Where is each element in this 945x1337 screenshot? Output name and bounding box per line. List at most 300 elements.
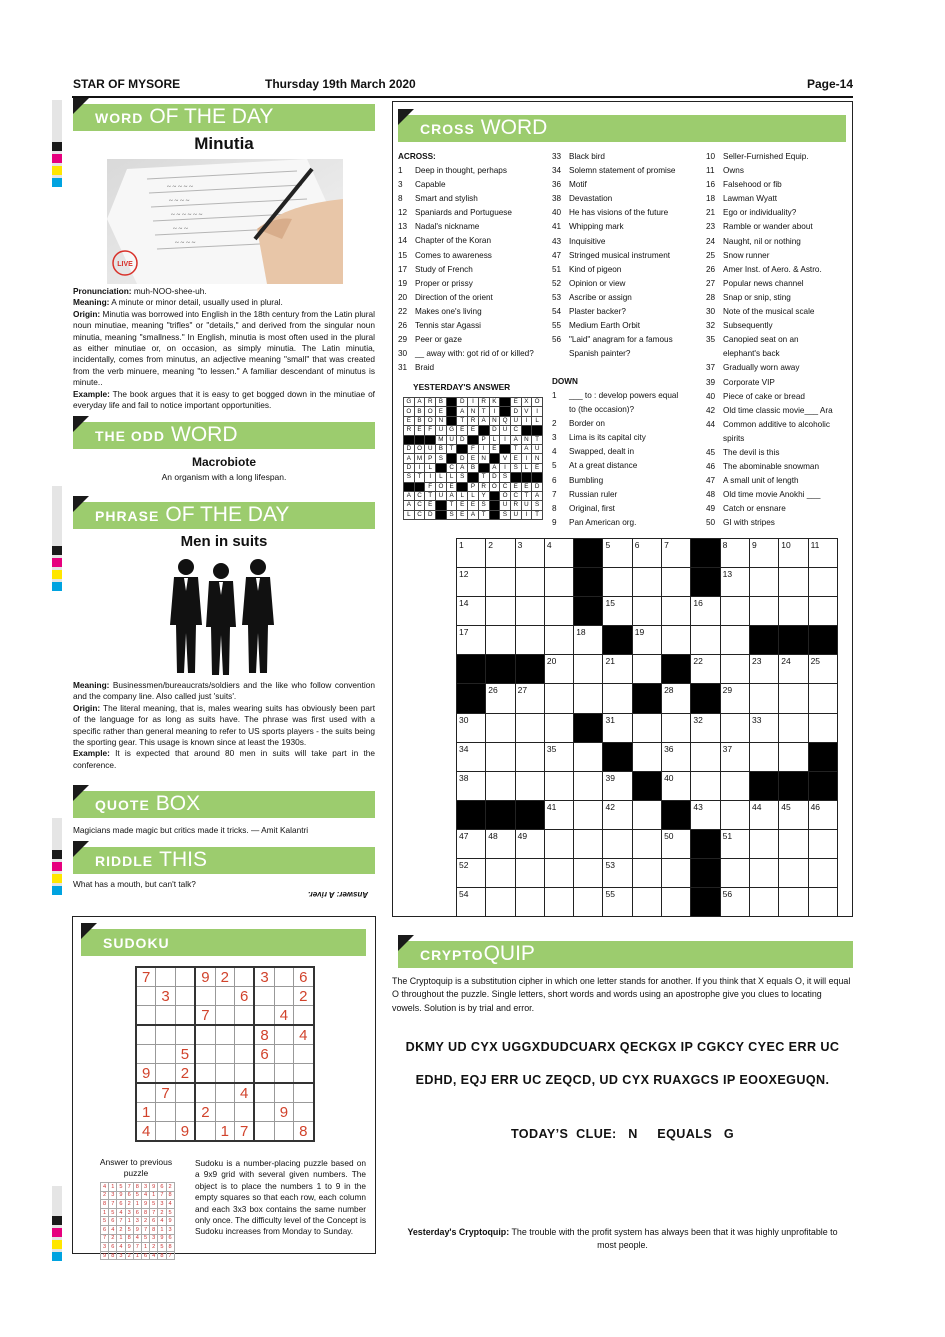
crossword-cell[interactable] [515, 539, 544, 568]
crossword-cell[interactable] [632, 800, 661, 829]
down-title: DOWN [552, 377, 578, 386]
crossword-cell[interactable] [691, 771, 720, 800]
crossword-cell[interactable] [515, 829, 544, 858]
crossword-cell[interactable] [749, 539, 778, 568]
sudoku-cell[interactable] [294, 1045, 314, 1064]
answer-block [489, 501, 500, 510]
crossword-cell[interactable] [691, 713, 720, 742]
clue-number: 23 [706, 222, 716, 232]
answer-cell: V [521, 407, 532, 416]
crossword-cell[interactable] [779, 655, 808, 684]
crossword-cell[interactable] [603, 771, 632, 800]
crossword-cell[interactable] [808, 684, 837, 713]
sudoku-cell[interactable] [294, 1064, 314, 1084]
crossword-cell[interactable] [749, 859, 778, 888]
answer-block [414, 482, 425, 491]
answer-cell: T [425, 491, 436, 500]
sudoku-cell[interactable] [175, 1025, 195, 1045]
crossword-cell[interactable] [662, 859, 691, 888]
sudoku-cell[interactable] [215, 1064, 234, 1084]
crossword-cell[interactable] [691, 626, 720, 655]
sudoku-cell[interactable] [156, 1103, 175, 1122]
sudoku-cell: 9 [158, 1234, 166, 1243]
answer-cell: F [425, 426, 436, 435]
crossword-cell[interactable] [749, 597, 778, 626]
down-clue [706, 220, 833, 234]
clue-number: 20 [398, 292, 408, 302]
clue-number: 41 [552, 222, 562, 232]
crossword-cell[interactable] [662, 626, 691, 655]
answer-block [500, 398, 511, 407]
banner-label-bold: SUDOKU [103, 935, 170, 951]
crossword-cell[interactable] [544, 539, 573, 568]
crossword-cell[interactable] [574, 829, 603, 858]
answer-cell: F [425, 482, 436, 491]
crossword-cell[interactable] [574, 655, 603, 684]
cell-number: 5 [605, 540, 611, 550]
crossword-cell[interactable] [720, 684, 749, 713]
crossword-cell[interactable] [662, 771, 691, 800]
sudoku-cell: 5 [175, 1045, 195, 1064]
answer-cell: S [500, 473, 511, 482]
sudoku-cell[interactable] [234, 1025, 254, 1045]
crossword-cell[interactable] [457, 859, 486, 888]
registration-marks [52, 850, 62, 898]
answer-cell: A [404, 501, 415, 510]
crossword-cell[interactable] [486, 859, 515, 888]
answer-cell: L [489, 435, 500, 444]
crossword-cell[interactable] [544, 800, 573, 829]
crossword-cell[interactable] [779, 888, 808, 917]
crossword-cell[interactable] [574, 626, 603, 655]
sudoku-cell[interactable] [156, 1025, 175, 1045]
crossword-cell[interactable] [544, 829, 573, 858]
cell-number: 6 [634, 540, 640, 550]
sudoku-cell[interactable] [156, 1064, 175, 1084]
crossword-cell[interactable] [515, 771, 544, 800]
cell-number: 17 [459, 627, 469, 638]
answer-cell: E [510, 454, 521, 463]
clue-text: Spaniards and Portuguese [415, 208, 512, 218]
clue-text: Snap or snip, sting [723, 292, 791, 302]
sudoku-cell[interactable] [156, 1045, 175, 1064]
sudoku-cell[interactable] [274, 1025, 293, 1045]
answer-block [500, 407, 511, 416]
crossword-cell[interactable] [779, 597, 808, 626]
crossword-cell[interactable] [574, 742, 603, 771]
crossword-cell[interactable] [574, 684, 603, 713]
sudoku-cell[interactable] [254, 1083, 274, 1103]
crossword-cell[interactable] [603, 829, 632, 858]
crossword-cell[interactable] [749, 713, 778, 742]
sudoku-cell[interactable] [254, 987, 274, 1006]
sudoku-cell: 2 [125, 1200, 133, 1209]
down-clue [706, 361, 833, 375]
sudoku-cell[interactable] [136, 1083, 156, 1103]
sudoku-answer-container [100, 1182, 175, 1260]
crossword-cell[interactable] [691, 742, 720, 771]
crossword-cell[interactable] [808, 888, 837, 917]
clue-text: Chapter of the Koran [415, 236, 492, 246]
crossword-cell[interactable] [515, 742, 544, 771]
crossword-cell[interactable] [720, 568, 749, 597]
crossword-cell[interactable] [486, 829, 515, 858]
crossword-cell[interactable] [720, 742, 749, 771]
crossword-cell[interactable] [544, 713, 573, 742]
crossword-block [691, 568, 720, 597]
sudoku-cell[interactable] [234, 967, 254, 987]
sudoku-cell[interactable] [175, 967, 195, 987]
crossword-cell[interactable] [457, 539, 486, 568]
crossword-cell[interactable] [544, 684, 573, 713]
crossword-grid[interactable] [456, 538, 838, 917]
crossword-cell[interactable] [749, 742, 778, 771]
answer-cell: C [446, 463, 457, 472]
answer-cell: Y [478, 491, 489, 500]
sudoku-cell[interactable] [254, 1103, 274, 1122]
crossword-cell[interactable] [603, 888, 632, 917]
answer-cell: D [489, 426, 500, 435]
sudoku-cell[interactable] [294, 1083, 314, 1103]
sudoku-cell: 3 [109, 1191, 117, 1200]
down-clue [706, 432, 833, 446]
crossword-cell[interactable] [544, 655, 573, 684]
crossword-cell[interactable] [808, 829, 837, 858]
sudoku-cell[interactable] [136, 1045, 156, 1064]
clue-number: 50 [706, 518, 716, 528]
svg-text:~ ~ ~ ~: ~ ~ ~ ~ [175, 239, 196, 247]
sudoku-cell[interactable] [215, 1103, 234, 1122]
answer-cell: B [468, 463, 479, 472]
crossword-cell[interactable] [779, 684, 808, 713]
crossword-cell[interactable] [457, 626, 486, 655]
crossword-cell[interactable] [662, 713, 691, 742]
crossword-cell[interactable] [720, 713, 749, 742]
sudoku-cell: 8 [101, 1200, 109, 1209]
sudoku-cell[interactable] [175, 1083, 195, 1103]
crossword-cell[interactable] [486, 597, 515, 626]
crossword-cell[interactable] [544, 888, 573, 917]
crossword-cell[interactable] [808, 597, 837, 626]
clue-text: Spanish painter? [569, 349, 631, 359]
crossword-cell[interactable] [544, 568, 573, 597]
answer-block [446, 407, 457, 416]
crossword-cell[interactable] [486, 888, 515, 917]
across-clue [398, 277, 534, 291]
clue-text: ___ to : develop powers equal [569, 391, 679, 400]
crossword-cell[interactable] [779, 800, 808, 829]
answer-block [478, 426, 489, 435]
crossword-cell[interactable] [486, 626, 515, 655]
crossword-cell[interactable] [544, 771, 573, 800]
crossword-cell[interactable] [515, 626, 544, 655]
sudoku-cell[interactable] [215, 1083, 234, 1103]
across-clue [398, 234, 534, 248]
sudoku-cell[interactable] [274, 1083, 293, 1103]
crossword-cell[interactable] [515, 888, 544, 917]
crossword-cell[interactable] [808, 539, 837, 568]
answer-cell: R [478, 398, 489, 407]
crossword-cell[interactable] [720, 771, 749, 800]
crossword-cell[interactable] [720, 829, 749, 858]
clue-text: Plaster backer? [569, 307, 626, 317]
crossword-cell[interactable] [603, 713, 632, 742]
clue-text: Original, first [569, 503, 615, 513]
crossword-cell[interactable] [603, 597, 632, 626]
sudoku-cell[interactable] [215, 1006, 234, 1026]
sudoku-cell: 5 [125, 1225, 133, 1234]
crossword-cell[interactable] [779, 713, 808, 742]
sudoku-cell[interactable] [254, 1006, 274, 1026]
sudoku-grid[interactable] [135, 966, 315, 1142]
across-clue [398, 361, 534, 375]
crossword-cell[interactable] [749, 655, 778, 684]
crossword-cell[interactable] [486, 684, 515, 713]
crossword-cell[interactable] [544, 859, 573, 888]
down-clue [706, 474, 833, 488]
sudoku-cell[interactable] [195, 1025, 215, 1045]
clue-number: 17 [398, 264, 408, 274]
crossword-cell[interactable] [603, 568, 632, 597]
crossword-cell[interactable] [603, 859, 632, 888]
clue-number: 22 [398, 306, 408, 316]
sudoku-cell[interactable] [215, 1025, 234, 1045]
answer-block [457, 482, 468, 491]
answer-cell: D [489, 473, 500, 482]
sudoku-description: Sudoku is a number-placing puzzle based on a 9x9 grid with several given numbers. The object is to place the numbers 1 to 9 in the empty squares so that each row, each column and each 3x3 box contains the same number only once. The difficulty level of the Concept is Sudoku increases from Monday to Sunday. [195, 1158, 366, 1237]
crossword-cell[interactable] [720, 539, 749, 568]
crossword-cell[interactable] [720, 800, 749, 829]
across-clue [552, 206, 676, 220]
crossword-cell[interactable] [662, 568, 691, 597]
crossword-cell[interactable] [457, 568, 486, 597]
answer-cell: I [532, 407, 543, 416]
crossword-cell[interactable] [457, 597, 486, 626]
sudoku-cell: 2 [150, 1243, 158, 1252]
sudoku-cell[interactable] [234, 1045, 254, 1064]
sudoku-answer-grid [100, 1182, 175, 1260]
clue-text: Corporate VIP [723, 377, 775, 387]
crossword-cell[interactable] [632, 888, 661, 917]
writing-photo [107, 159, 343, 284]
crossword-cell[interactable] [749, 829, 778, 858]
sudoku-cell[interactable] [274, 1045, 293, 1064]
crossword-cell[interactable] [515, 684, 544, 713]
clue-number: 55 [552, 321, 562, 331]
sudoku-cell[interactable] [215, 1045, 234, 1064]
crossword-cell[interactable] [574, 888, 603, 917]
answer-cell: D [425, 510, 436, 519]
crossword-cell[interactable] [808, 800, 837, 829]
crossword-cell[interactable] [486, 742, 515, 771]
cryptoquip-clue: TODAY’S CLUE: N EQUALS G [510, 1127, 735, 1141]
clue-text: Snow runner [723, 250, 770, 260]
banner-flag-icon [81, 923, 97, 939]
across-clue [398, 319, 534, 333]
down-clue [706, 502, 833, 516]
crossword-cell[interactable] [749, 568, 778, 597]
clue-text: Black bird [569, 152, 605, 161]
crossword-cell[interactable] [779, 829, 808, 858]
clue-text: Smart and stylish [415, 194, 478, 204]
across-clue [552, 291, 676, 305]
crossword-cell[interactable] [603, 655, 632, 684]
answer-cell: D [532, 482, 543, 491]
cell-number: 20 [546, 656, 557, 667]
crossword-block [574, 568, 603, 597]
crossword-cell[interactable] [779, 742, 808, 771]
crossword-cell[interactable] [515, 713, 544, 742]
sudoku-cell[interactable] [136, 1006, 156, 1026]
sudoku-cell[interactable] [195, 1064, 215, 1084]
crossword-cell[interactable] [457, 713, 486, 742]
sudoku-cell[interactable] [175, 1103, 195, 1122]
clue-number: 15 [398, 250, 408, 260]
sudoku-cell[interactable] [254, 1122, 274, 1142]
answer-cell: I [521, 416, 532, 425]
crossword-cell[interactable] [632, 626, 661, 655]
crossword-cell[interactable] [662, 829, 691, 858]
answer-cell: U [510, 416, 521, 425]
cell-number: 42 [605, 801, 615, 812]
crossword-cell[interactable] [515, 597, 544, 626]
clue-text: Comes to awareness [415, 250, 492, 260]
sudoku-cell: 2 [158, 1208, 166, 1217]
sudoku-cell[interactable] [234, 1064, 254, 1084]
across-clue [552, 164, 676, 178]
crossword-cell[interactable] [574, 800, 603, 829]
crossword-cell[interactable] [632, 859, 661, 888]
crossword-cell[interactable] [574, 771, 603, 800]
crossword-cell[interactable] [632, 713, 661, 742]
sudoku-cell[interactable] [234, 1103, 254, 1122]
crossword-cell[interactable] [662, 742, 691, 771]
crossword-cell[interactable] [691, 655, 720, 684]
sudoku-cell: 4 [133, 1234, 141, 1243]
crossword-cell[interactable] [779, 568, 808, 597]
crossword-cell[interactable] [720, 859, 749, 888]
sudoku-cell[interactable] [254, 1064, 274, 1084]
crossword-cell[interactable] [749, 684, 778, 713]
crossword-cell[interactable] [632, 829, 661, 858]
sudoku-cell[interactable] [175, 1006, 195, 1026]
crossword-cell[interactable] [632, 655, 661, 684]
sudoku-cell[interactable] [294, 1006, 314, 1026]
sudoku-cell: 6 [125, 1191, 133, 1200]
crossword-cell[interactable] [720, 626, 749, 655]
crossword-cell[interactable] [808, 568, 837, 597]
answer-block [436, 501, 447, 510]
sudoku-cell[interactable] [136, 1025, 156, 1045]
sudoku-cell[interactable] [274, 1064, 293, 1084]
cell-number: 15 [605, 598, 615, 609]
crossword-cell[interactable] [457, 888, 486, 917]
sudoku-cell[interactable] [195, 987, 215, 1006]
answer-cell: R [468, 416, 479, 425]
sudoku-cell: 4 [101, 1183, 109, 1192]
crossword-cell[interactable] [749, 800, 778, 829]
crossword-cell[interactable] [632, 539, 661, 568]
crossword-cell[interactable] [779, 859, 808, 888]
crossword-cell[interactable] [691, 800, 720, 829]
answer-cell: I [500, 463, 511, 472]
crossword-cell[interactable] [574, 859, 603, 888]
sudoku-cell[interactable] [274, 1122, 293, 1142]
sudoku-cell: 9 [125, 1243, 133, 1252]
crossword-cell[interactable] [662, 597, 691, 626]
sudoku-cell[interactable] [136, 987, 156, 1006]
crossword-cell[interactable] [544, 626, 573, 655]
crossword-cell[interactable] [603, 800, 632, 829]
crossword-block [457, 800, 486, 829]
sudoku-cell[interactable] [234, 1006, 254, 1026]
crossword-cell[interactable] [632, 597, 661, 626]
crossword-cell[interactable] [691, 597, 720, 626]
crossword-cell[interactable] [632, 568, 661, 597]
crossword-cell[interactable] [486, 568, 515, 597]
sudoku-cell[interactable] [156, 1122, 175, 1142]
sudoku-cell: 6 [166, 1234, 174, 1243]
sudoku-cell[interactable] [294, 1103, 314, 1122]
crossword-cell[interactable] [603, 684, 632, 713]
clue-number: 25 [706, 250, 716, 260]
crossword-cell[interactable] [720, 597, 749, 626]
down-clue [706, 164, 833, 178]
clue-number: 28 [706, 292, 716, 302]
crossword-cell[interactable] [515, 859, 544, 888]
crossword-cell[interactable] [515, 568, 544, 597]
crossword-cell[interactable] [779, 539, 808, 568]
crossword-cell[interactable] [720, 888, 749, 917]
sudoku-cell: 9 [274, 1103, 293, 1122]
clue-text: Old time classic movie___ Ara [723, 405, 833, 415]
sudoku-cell[interactable] [195, 1122, 215, 1142]
crossword-cell[interactable] [749, 888, 778, 917]
crossword-block [662, 800, 691, 829]
crossword-cell[interactable] [808, 655, 837, 684]
sudoku-cell[interactable] [274, 967, 293, 987]
sudoku-cell[interactable] [156, 967, 175, 987]
crossword-cell[interactable] [603, 539, 632, 568]
sudoku-cell[interactable] [195, 1083, 215, 1103]
crossword-cell[interactable] [486, 539, 515, 568]
crossword-cell[interactable] [544, 597, 573, 626]
crossword-cell[interactable] [808, 859, 837, 888]
crossword-cell[interactable] [544, 742, 573, 771]
crossword-cell[interactable] [662, 684, 691, 713]
sudoku-cell[interactable] [156, 1006, 175, 1026]
crossword-cell[interactable] [720, 655, 749, 684]
crossword-cell[interactable] [808, 713, 837, 742]
clue-number: 5 [552, 461, 557, 471]
crossword-cell[interactable] [457, 771, 486, 800]
crossword-block [691, 888, 720, 917]
crossword-cell[interactable] [486, 771, 515, 800]
crossword-cell[interactable] [662, 888, 691, 917]
crossword-cell[interactable] [632, 742, 661, 771]
answer-cell: T [457, 416, 468, 425]
sudoku-cell[interactable] [274, 987, 293, 1006]
sudoku-cell[interactable] [195, 1045, 215, 1064]
crossword-cell[interactable] [457, 829, 486, 858]
crossword-cell[interactable] [486, 713, 515, 742]
answer-cell: R [425, 398, 436, 407]
crossword-cell[interactable] [662, 539, 691, 568]
crossword-cell[interactable] [457, 742, 486, 771]
banner-label: BOX [155, 792, 201, 815]
sudoku-cell[interactable] [175, 987, 195, 1006]
sudoku-cell[interactable] [215, 987, 234, 1006]
